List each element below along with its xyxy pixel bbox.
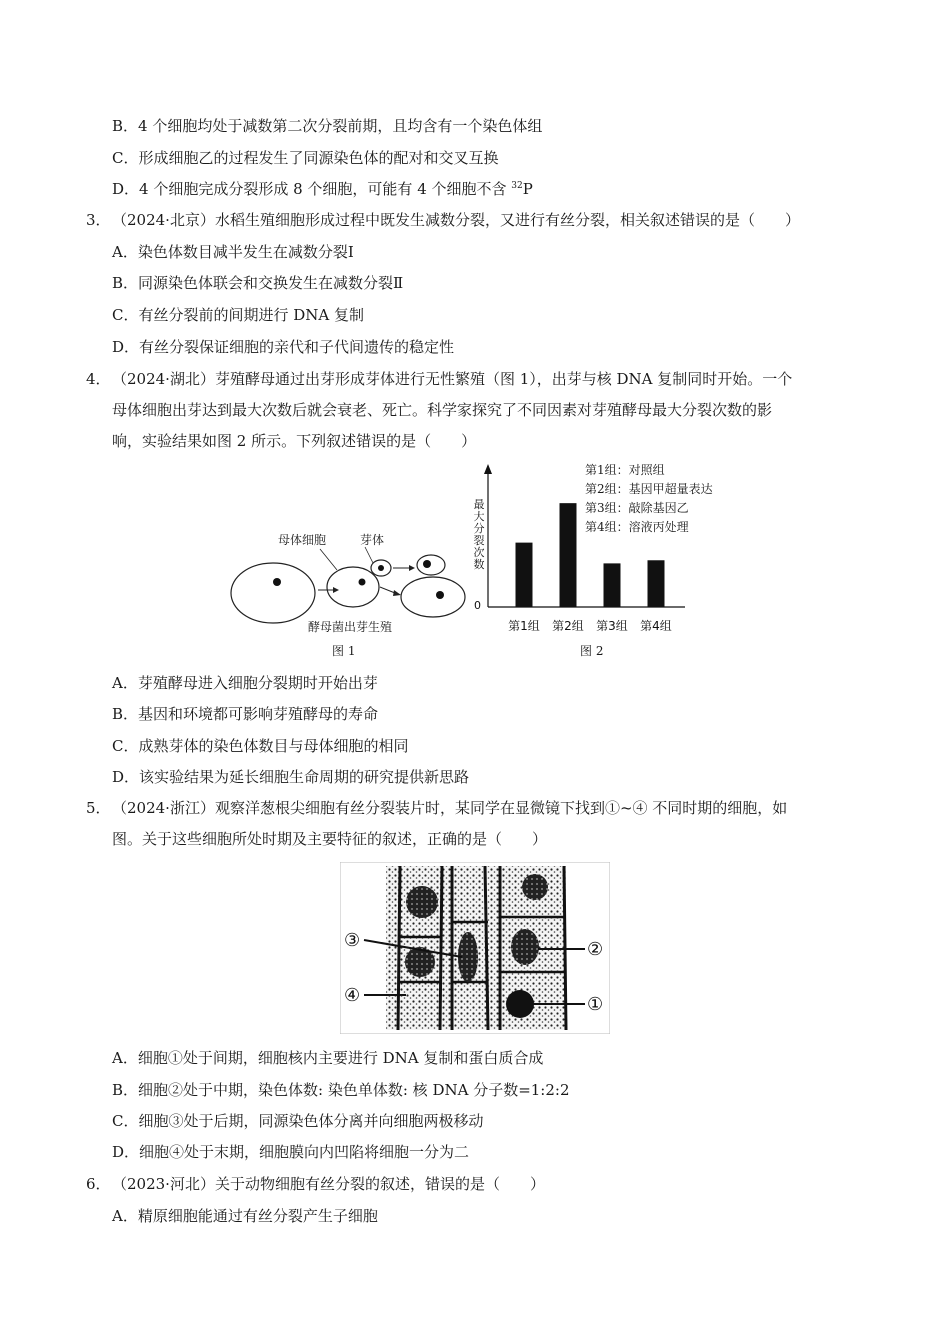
legend-entry-1: 第1组：对照组 <box>585 463 665 477</box>
q5-option-b: B．细胞②处于中期，染色体数: 染色单体数: 核 DNA 分子数=1:2:2 <box>112 1081 570 1099</box>
label-1: ① <box>587 994 604 1015</box>
q3-option-a: A．染色体数目减半发生在减数分裂Ⅰ <box>112 243 354 261</box>
question-3-stem: （2024·北京）水稻生殖细胞形成过程中既发生减数分裂，又进行有丝分裂，相关叙述错误的是（ ） <box>112 211 800 229</box>
legend-entry-2: 第2组：基因甲超量表达 <box>585 482 713 496</box>
q3-option-d: D．有丝分裂保证细胞的亲代和子代间遗传的稳定性 <box>112 338 455 356</box>
question-4-stem-line2: 母体细胞出芽达到最大次数后就会衰老、死亡。科学家探究了不同因素对芽殖酵母最大分裂次数的影 <box>112 401 773 419</box>
q6-option-a: A．精原细胞能通过有丝分裂产生子细胞 <box>112 1207 378 1225</box>
mother-cell <box>231 563 315 623</box>
question-6-stem: （2023·河北）关于动物细胞有丝分裂的叙述，错误的是（ ） <box>112 1175 545 1193</box>
bar-group-1 <box>516 543 533 607</box>
question-3-number: 3． <box>86 211 111 229</box>
y-origin-label: 0 <box>474 599 481 612</box>
label-2: ② <box>587 939 604 960</box>
figure-1-caption: 酵母菌出芽生殖 <box>308 620 393 634</box>
q4-option-d: D．该实验结果为延长细胞生命周期的研究提供新思路 <box>112 768 470 786</box>
question-4-stem-line1: （2024·湖北）芽殖酵母通过出芽形成芽体进行无性繁殖（图 1），出芽与核 DNA 复制同时开始。一个 <box>112 370 793 388</box>
legend-entry-4: 第4组：溶液丙处理 <box>585 520 689 534</box>
option-c-prev: C．形成细胞乙的过程发生了同源染色体的配对和交叉互换 <box>112 149 499 167</box>
q3-option-b: B．同源染色体联会和交换发生在减数分裂Ⅱ <box>112 274 404 292</box>
q4-option-b: B．基因和环境都可影响芽殖酵母的寿命 <box>112 705 379 723</box>
figure-1-title: 图 1 <box>332 644 356 658</box>
q4-option-c: C．成熟芽体的染色体数目与母体细胞的相同 <box>112 737 409 755</box>
new-mother-cell <box>401 577 465 617</box>
bud-label: 芽体 <box>360 533 385 547</box>
q5-option-d: D．细胞④处于末期，细胞膜向内凹陷将细胞一分为二 <box>112 1143 470 1161</box>
option-d-prev: D．4 个细胞完成分裂形成 8 个细胞，可能有 4 个细胞不含 $^{32}$P <box>112 180 533 198</box>
option-b-prev: B．4 个细胞均处于减数第二次分裂前期，且均含有一个染色体组 <box>112 117 543 135</box>
cell-2-chromosomes <box>511 929 539 965</box>
budding-cell <box>327 567 379 607</box>
category-label-3: 第3组 <box>596 619 628 633</box>
y-axis-label-char: 分 <box>473 522 485 535</box>
q5-option-a: A．细胞①处于间期，细胞核内主要进行 DNA 复制和蛋白质合成 <box>112 1049 544 1067</box>
mother-nucleus <box>273 578 281 586</box>
bar-group-3 <box>604 563 621 607</box>
figure-2-title: 图 2 <box>580 644 604 658</box>
bar-group-2 <box>560 503 577 607</box>
category-label-1: 第1组 <box>508 619 540 633</box>
y-axis-label-char: 数 <box>473 558 485 571</box>
question-5-stem-line1: （2024·浙江）观察洋葱根尖细胞有丝分裂装片时，某同学在显微镜下找到①~④ 不同时期的细胞，如 <box>112 799 788 817</box>
label-3: ③ <box>344 930 361 951</box>
question-4-number: 4． <box>86 370 111 388</box>
question-5-stem-line2: 图。关于这些细胞所处时期及主要特征的叙述，正确的是（ ） <box>112 830 548 848</box>
bud-daughter <box>417 555 445 575</box>
arrow-3 <box>380 587 395 593</box>
cell-nucleus-top <box>406 886 438 918</box>
bar-group-4 <box>648 560 665 607</box>
category-label-2: 第2组 <box>552 619 584 633</box>
q3-option-c: C．有丝分裂前的间期进行 DNA 复制 <box>112 306 365 324</box>
q5-option-c: C．细胞③处于后期，同源染色体分离并向细胞两极移动 <box>112 1112 484 1130</box>
label-4: ④ <box>344 985 361 1006</box>
y-axis-label-char: 大 <box>473 510 485 523</box>
legend-entry-3: 第3组：敲除基因乙 <box>585 501 689 515</box>
y-axis-label <box>474 498 485 571</box>
question-6-number: 6． <box>86 1175 111 1193</box>
question-4-stem-line3: 响，实验结果如图 2 所示。下列叙述错误的是（ ） <box>112 432 477 450</box>
category-label-4: 第4组 <box>640 619 672 633</box>
y-axis-arrow <box>484 464 492 474</box>
y-axis-label-char: 裂 <box>473 534 485 547</box>
y-axis-label-char: 次 <box>473 546 485 559</box>
mother-cell-label: 母体细胞 <box>278 533 327 547</box>
question-5-number: 5． <box>86 799 111 817</box>
y-axis-label-char: 最 <box>473 498 485 511</box>
q4-option-a: A．芽殖酵母进入细胞分裂期时开始出芽 <box>112 674 378 692</box>
onion-root-tip-micrograph <box>340 862 610 1034</box>
